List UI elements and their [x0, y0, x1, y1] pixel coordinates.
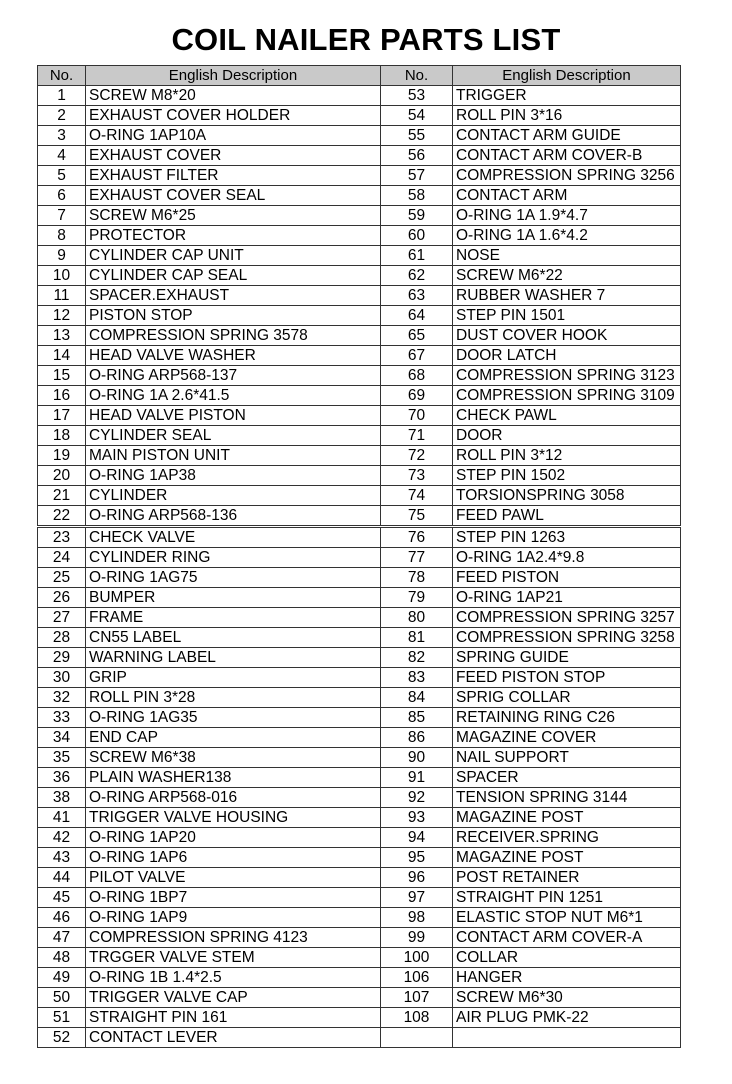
- part-number-right: 61: [381, 246, 453, 266]
- part-number-left: 48: [38, 948, 86, 968]
- part-number-right: 73: [381, 466, 453, 486]
- table-row: [38, 206, 681, 226]
- part-description-left: EXHAUST COVER HOLDER: [86, 106, 381, 126]
- table-row: [38, 506, 681, 527]
- table-row: [38, 286, 681, 306]
- part-number-left: 11: [38, 286, 86, 306]
- table-row: [38, 266, 681, 286]
- part-description-left: O-RING ARP568-016: [86, 788, 381, 808]
- part-description-left: O-RING 1AP6: [86, 848, 381, 868]
- table-row: [38, 446, 681, 466]
- part-number-left: 25: [38, 568, 86, 588]
- part-description-left: EXHAUST COVER SEAL: [86, 186, 381, 206]
- part-description-left: O-RING ARP568-136: [86, 506, 381, 527]
- table-row: [38, 246, 681, 266]
- part-description-left: SPACER.EXHAUST: [86, 286, 381, 306]
- table-row: [38, 628, 681, 648]
- part-description-left: GRIP: [86, 668, 381, 688]
- part-description-left: FRAME: [86, 608, 381, 628]
- part-description-right: CHECK PAWL: [453, 406, 681, 426]
- part-number-right: 57: [381, 166, 453, 186]
- part-description-right: [453, 1028, 681, 1048]
- table-row: [38, 548, 681, 568]
- part-description-right: DOOR LATCH: [453, 346, 681, 366]
- part-description-right: DUST COVER HOOK: [453, 326, 681, 346]
- part-description-left: PLAIN WASHER138: [86, 768, 381, 788]
- part-number-right: 55: [381, 126, 453, 146]
- part-number-left: 50: [38, 988, 86, 1008]
- part-description-left: COMPRESSION SPRING 3578: [86, 326, 381, 346]
- part-number-left: 52: [38, 1028, 86, 1048]
- table-row: [38, 527, 681, 548]
- part-number-left: 21: [38, 486, 86, 506]
- table-row: [38, 848, 681, 868]
- part-description-left: O-RING 1AG75: [86, 568, 381, 588]
- part-number-left: 5: [38, 166, 86, 186]
- part-description-right: AIR PLUG PMK-22: [453, 1008, 681, 1028]
- part-number-left: 38: [38, 788, 86, 808]
- part-description-left: O-RING 1AG35: [86, 708, 381, 728]
- part-description-right: SPACER: [453, 768, 681, 788]
- part-number-right: 63: [381, 286, 453, 306]
- part-number-left: 20: [38, 466, 86, 486]
- part-number-left: 49: [38, 968, 86, 988]
- part-number-right: 76: [381, 527, 453, 548]
- part-description-left: COMPRESSION SPRING 4123: [86, 928, 381, 948]
- table-row: [38, 948, 681, 968]
- table-row: [38, 708, 681, 728]
- part-number-right: 90: [381, 748, 453, 768]
- table-row: [38, 1008, 681, 1028]
- part-number-left: 19: [38, 446, 86, 466]
- part-number-right: 107: [381, 988, 453, 1008]
- part-description-right: COMPRESSION SPRING 3258: [453, 628, 681, 648]
- part-number-left: 35: [38, 748, 86, 768]
- part-number-right: 91: [381, 768, 453, 788]
- part-description-left: SCREW M6*25: [86, 206, 381, 226]
- part-description-right: SPRING GUIDE: [453, 648, 681, 668]
- part-description-right: ELASTIC STOP NUT M6*1: [453, 908, 681, 928]
- part-number-left: 12: [38, 306, 86, 326]
- part-number-right: 85: [381, 708, 453, 728]
- part-number-right: 75: [381, 506, 453, 527]
- part-description-left: O-RING 1B 1.4*2.5: [86, 968, 381, 988]
- part-description-left: WARNING LABEL: [86, 648, 381, 668]
- header-description-left: English Description: [86, 66, 381, 86]
- part-number-left: 3: [38, 126, 86, 146]
- part-description-left: CYLINDER SEAL: [86, 426, 381, 446]
- table-row: [38, 928, 681, 948]
- part-number-right: 56: [381, 146, 453, 166]
- part-number-right: 99: [381, 928, 453, 948]
- table-row: [38, 728, 681, 748]
- part-number-right: 74: [381, 486, 453, 506]
- part-number-right: 59: [381, 206, 453, 226]
- part-number-left: 22: [38, 506, 86, 527]
- part-description-right: COMPRESSION SPRING 3123: [453, 366, 681, 386]
- part-number-left: 24: [38, 548, 86, 568]
- part-number-left: 16: [38, 386, 86, 406]
- part-description-left: CYLINDER CAP UNIT: [86, 246, 381, 266]
- part-description-right: CONTACT ARM: [453, 186, 681, 206]
- header-no-left: No.: [38, 66, 86, 86]
- part-number-left: 26: [38, 588, 86, 608]
- part-description-left: PROTECTOR: [86, 226, 381, 246]
- table-row: [38, 568, 681, 588]
- part-number-right: 78: [381, 568, 453, 588]
- part-number-left: 28: [38, 628, 86, 648]
- part-description-left: END CAP: [86, 728, 381, 748]
- part-number-right: 84: [381, 688, 453, 708]
- part-number-left: 45: [38, 888, 86, 908]
- part-description-left: TRIGGER VALVE CAP: [86, 988, 381, 1008]
- part-number-right: 79: [381, 588, 453, 608]
- part-description-right: STEP PIN 1502: [453, 466, 681, 486]
- part-number-left: 51: [38, 1008, 86, 1028]
- part-description-right: CONTACT ARM GUIDE: [453, 126, 681, 146]
- table-row: [38, 126, 681, 146]
- table-row: [38, 588, 681, 608]
- table-row: [38, 166, 681, 186]
- part-number-right: 60: [381, 226, 453, 246]
- table-row: [38, 788, 681, 808]
- part-description-right: FEED PISTON STOP: [453, 668, 681, 688]
- part-number-right: 71: [381, 426, 453, 446]
- part-number-left: 9: [38, 246, 86, 266]
- part-number-left: 34: [38, 728, 86, 748]
- part-number-right: 67: [381, 346, 453, 366]
- table-row: [38, 868, 681, 888]
- table-row: [38, 768, 681, 788]
- part-description-right: STRAIGHT PIN 1251: [453, 888, 681, 908]
- part-number-left: 1: [38, 86, 86, 106]
- part-number-left: 4: [38, 146, 86, 166]
- part-description-right: TRIGGER: [453, 86, 681, 106]
- part-description-left: HEAD VALVE PISTON: [86, 406, 381, 426]
- part-number-right: 53: [381, 86, 453, 106]
- part-description-right: RECEIVER.SPRING: [453, 828, 681, 848]
- part-number-right: 80: [381, 608, 453, 628]
- part-number-left: 47: [38, 928, 86, 948]
- table-row: [38, 828, 681, 848]
- part-description-left: CHECK VALVE: [86, 527, 381, 548]
- part-description-right: STEP PIN 1501: [453, 306, 681, 326]
- part-description-left: ROLL PIN 3*28: [86, 688, 381, 708]
- table-row: [38, 226, 681, 246]
- part-description-left: TRIGGER VALVE HOUSING: [86, 808, 381, 828]
- part-description-right: SCREW M6*22: [453, 266, 681, 286]
- part-description-left: O-RING 1AP38: [86, 466, 381, 486]
- part-description-left: CONTACT LEVER: [86, 1028, 381, 1048]
- part-number-right: 96: [381, 868, 453, 888]
- part-number-left: 17: [38, 406, 86, 426]
- part-description-left: HEAD VALVE WASHER: [86, 346, 381, 366]
- part-number-right: 97: [381, 888, 453, 908]
- table-row: [38, 306, 681, 326]
- part-description-right: TORSIONSPRING 3058: [453, 486, 681, 506]
- part-description-right: NOSE: [453, 246, 681, 266]
- part-description-left: EXHAUST FILTER: [86, 166, 381, 186]
- table-row: [38, 146, 681, 166]
- part-number-left: 42: [38, 828, 86, 848]
- part-description-right: RUBBER WASHER 7: [453, 286, 681, 306]
- part-number-right: 83: [381, 668, 453, 688]
- part-description-right: RETAINING RING C26: [453, 708, 681, 728]
- part-number-right: 106: [381, 968, 453, 988]
- part-number-right: 58: [381, 186, 453, 206]
- part-description-left: O-RING 1A 2.6*41.5: [86, 386, 381, 406]
- table-row: [38, 688, 681, 708]
- part-description-right: NAIL SUPPORT: [453, 748, 681, 768]
- part-number-right: 68: [381, 366, 453, 386]
- parts-table: [37, 65, 681, 1048]
- part-number-left: 44: [38, 868, 86, 888]
- table-row: [38, 346, 681, 366]
- part-description-left: MAIN PISTON UNIT: [86, 446, 381, 466]
- part-number-right: 93: [381, 808, 453, 828]
- part-number-right: 69: [381, 386, 453, 406]
- part-description-right: STEP PIN 1263: [453, 527, 681, 548]
- part-number-left: 29: [38, 648, 86, 668]
- part-description-right: HANGER: [453, 968, 681, 988]
- table-row: [38, 486, 681, 506]
- part-number-left: 46: [38, 908, 86, 928]
- part-description-left: O-RING ARP568-137: [86, 366, 381, 386]
- table-header-row: [38, 66, 681, 86]
- part-number-right: 95: [381, 848, 453, 868]
- table-row: [38, 1028, 681, 1048]
- table-row: [38, 466, 681, 486]
- part-description-right: COMPRESSION SPRING 3256: [453, 166, 681, 186]
- part-description-right: O-RING 1A 1.9*4.7: [453, 206, 681, 226]
- table-row: [38, 668, 681, 688]
- part-number-left: 14: [38, 346, 86, 366]
- table-row: [38, 988, 681, 1008]
- part-number-right: 54: [381, 106, 453, 126]
- part-description-left: O-RING 1AP20: [86, 828, 381, 848]
- part-number-right: 82: [381, 648, 453, 668]
- parts-table-body: [38, 86, 681, 1048]
- part-number-left: 33: [38, 708, 86, 728]
- part-number-left: 10: [38, 266, 86, 286]
- part-number-left: 41: [38, 808, 86, 828]
- table-row: [38, 426, 681, 446]
- part-number-left: 43: [38, 848, 86, 868]
- part-description-right: ROLL PIN 3*12: [453, 446, 681, 466]
- page-title: COIL NAILER PARTS LIST: [171, 22, 561, 57]
- table-row: [38, 608, 681, 628]
- part-description-right: ROLL PIN 3*16: [453, 106, 681, 126]
- part-number-right: 100: [381, 948, 453, 968]
- part-description-left: CN55 LABEL: [86, 628, 381, 648]
- part-description-right: DOOR: [453, 426, 681, 446]
- part-number-left: 36: [38, 768, 86, 788]
- part-number-right: [381, 1028, 453, 1048]
- part-number-left: 7: [38, 206, 86, 226]
- table-row: [38, 908, 681, 928]
- part-number-right: 98: [381, 908, 453, 928]
- part-number-left: 27: [38, 608, 86, 628]
- part-number-left: 18: [38, 426, 86, 446]
- part-number-left: 32: [38, 688, 86, 708]
- part-number-right: 86: [381, 728, 453, 748]
- part-number-right: 92: [381, 788, 453, 808]
- part-description-right: MAGAZINE COVER: [453, 728, 681, 748]
- part-number-right: 70: [381, 406, 453, 426]
- header-description-right: English Description: [453, 66, 681, 86]
- header-no-right: No.: [381, 66, 453, 86]
- part-number-left: 8: [38, 226, 86, 246]
- part-description-left: O-RING 1BP7: [86, 888, 381, 908]
- part-description-right: O-RING 1A 1.6*4.2: [453, 226, 681, 246]
- part-description-right: POST RETAINER: [453, 868, 681, 888]
- table-row: [38, 86, 681, 106]
- table-row: [38, 106, 681, 126]
- table-row: [38, 386, 681, 406]
- table-row: [38, 968, 681, 988]
- part-description-right: COMPRESSION SPRING 3257: [453, 608, 681, 628]
- table-row: [38, 748, 681, 768]
- part-description-left: PISTON STOP: [86, 306, 381, 326]
- part-number-right: 77: [381, 548, 453, 568]
- part-description-left: CYLINDER CAP SEAL: [86, 266, 381, 286]
- table-row: [38, 366, 681, 386]
- part-number-left: 23: [38, 527, 86, 548]
- part-description-left: SCREW M8*20: [86, 86, 381, 106]
- table-row: [38, 808, 681, 828]
- part-number-left: 13: [38, 326, 86, 346]
- part-description-right: FEED PAWL: [453, 506, 681, 527]
- part-description-right: COLLAR: [453, 948, 681, 968]
- part-description-left: EXHAUST COVER: [86, 146, 381, 166]
- part-number-left: 15: [38, 366, 86, 386]
- part-number-right: 65: [381, 326, 453, 346]
- part-description-right: SCREW M6*30: [453, 988, 681, 1008]
- part-number-left: 2: [38, 106, 86, 126]
- part-description-left: PILOT VALVE: [86, 868, 381, 888]
- table-row: [38, 406, 681, 426]
- part-description-right: MAGAZINE POST: [453, 848, 681, 868]
- part-number-left: 6: [38, 186, 86, 206]
- part-description-right: MAGAZINE POST: [453, 808, 681, 828]
- part-description-left: CYLINDER: [86, 486, 381, 506]
- part-description-right: CONTACT ARM COVER-B: [453, 146, 681, 166]
- part-description-left: BUMPER: [86, 588, 381, 608]
- part-description-left: O-RING 1AP9: [86, 908, 381, 928]
- part-number-right: 81: [381, 628, 453, 648]
- part-description-left: SCREW M6*38: [86, 748, 381, 768]
- table-row: [38, 888, 681, 908]
- part-description-left: TRGGER VALVE STEM: [86, 948, 381, 968]
- table-row: [38, 648, 681, 668]
- part-number-right: 72: [381, 446, 453, 466]
- part-description-right: COMPRESSION SPRING 3109: [453, 386, 681, 406]
- part-number-right: 64: [381, 306, 453, 326]
- table-row: [38, 186, 681, 206]
- part-description-left: O-RING 1AP10A: [86, 126, 381, 146]
- part-description-right: SPRIG COLLAR: [453, 688, 681, 708]
- part-number-right: 108: [381, 1008, 453, 1028]
- part-number-left: 30: [38, 668, 86, 688]
- part-description-left: STRAIGHT PIN 161: [86, 1008, 381, 1028]
- part-number-right: 94: [381, 828, 453, 848]
- part-number-right: 62: [381, 266, 453, 286]
- part-description-right: O-RING 1A2.4*9.8: [453, 548, 681, 568]
- part-description-right: FEED PISTON: [453, 568, 681, 588]
- part-description-right: CONTACT ARM COVER-A: [453, 928, 681, 948]
- table-row: [38, 326, 681, 346]
- part-description-right: TENSION SPRING 3144: [453, 788, 681, 808]
- part-description-left: CYLINDER RING: [86, 548, 381, 568]
- part-description-right: O-RING 1AP21: [453, 588, 681, 608]
